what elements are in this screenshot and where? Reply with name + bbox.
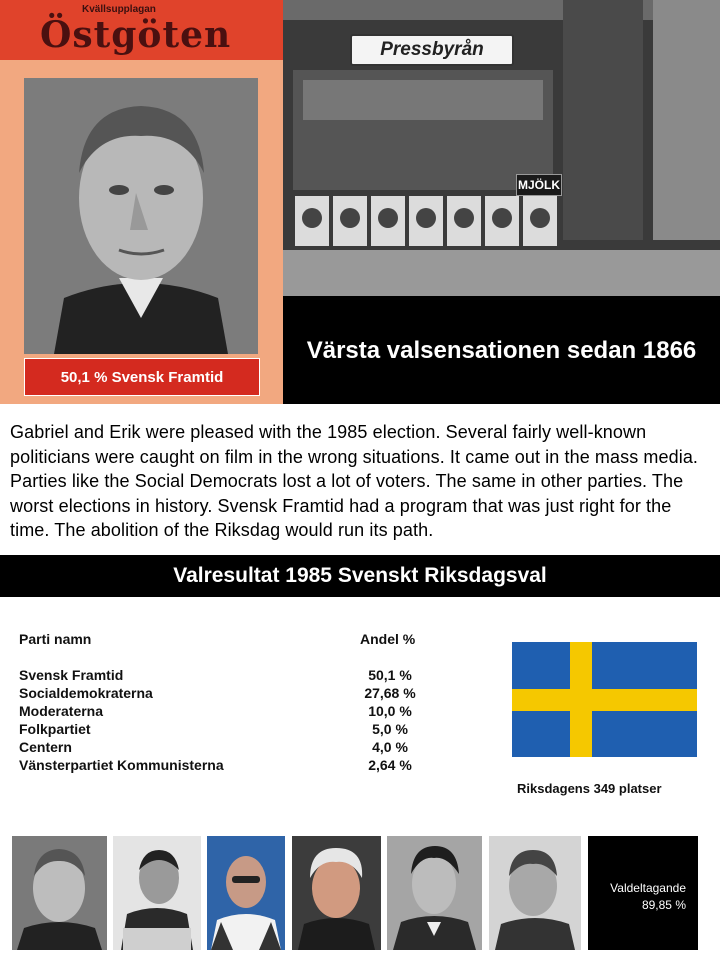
portrait-image	[12, 836, 107, 950]
party-share: 10,0 %	[368, 703, 412, 719]
share-column-header: Andel %	[360, 631, 416, 647]
turnout-label: Valdeltagande	[610, 881, 686, 895]
party-name: Socialdemokraterna	[19, 685, 153, 701]
seats-label: Riksdagens 349 platser	[517, 781, 662, 796]
headline-caption: Värsta valsensationen sedan 1866	[306, 336, 697, 364]
party-column-header: Parti namn	[19, 631, 92, 647]
cover-banner: 50,1 % Svensk Framtid	[24, 358, 260, 396]
turnout-box	[588, 836, 698, 950]
party-name: Folkpartiet	[19, 721, 91, 737]
party-name: Moderaterna	[19, 703, 104, 719]
party-share: 4,0 %	[372, 739, 408, 755]
flag-cross-horizontal	[512, 689, 697, 711]
party-share: 5,0 %	[372, 721, 408, 737]
results-title: Valresultat 1985 Svenskt Riksdagsval	[0, 555, 720, 597]
mjolk-sign: MJÖLK	[516, 174, 562, 196]
party-name: Vänsterpartiet Kommunisterna	[19, 757, 224, 773]
caption-box	[283, 296, 720, 404]
party-share: 50,1 %	[368, 667, 412, 683]
story-text: Gabriel and Erik were pleased with the 1985 election. Several fairly well-known politicians were caught on film in the wrong situations. It came out in the mass media. Parties like the Social Democrats lost a lot of voters. The same in other parties. The worst elections in history. Svensk Framtid had a program that was just right for the time. The abolition of the Riksdag would run its path.	[10, 422, 699, 540]
pressbyran-sign: Pressbyrån	[350, 34, 514, 66]
portrait-image	[292, 836, 381, 950]
portrait-image	[489, 836, 581, 950]
portrait-image	[387, 836, 482, 950]
cover-portrait-image	[24, 78, 258, 354]
party-share: 2,64 %	[368, 757, 412, 773]
portrait-image	[207, 836, 285, 950]
newspaper-masthead: Östgöten	[40, 14, 232, 56]
party-share: 27,68 %	[364, 685, 416, 701]
turnout-value: 89,85 %	[641, 898, 686, 912]
newspaper-kicker: Kvällsupplagan	[82, 4, 156, 15]
portrait-image	[113, 836, 201, 950]
party-name: Centern	[19, 739, 72, 755]
party-name: Svensk Framtid	[19, 667, 124, 683]
